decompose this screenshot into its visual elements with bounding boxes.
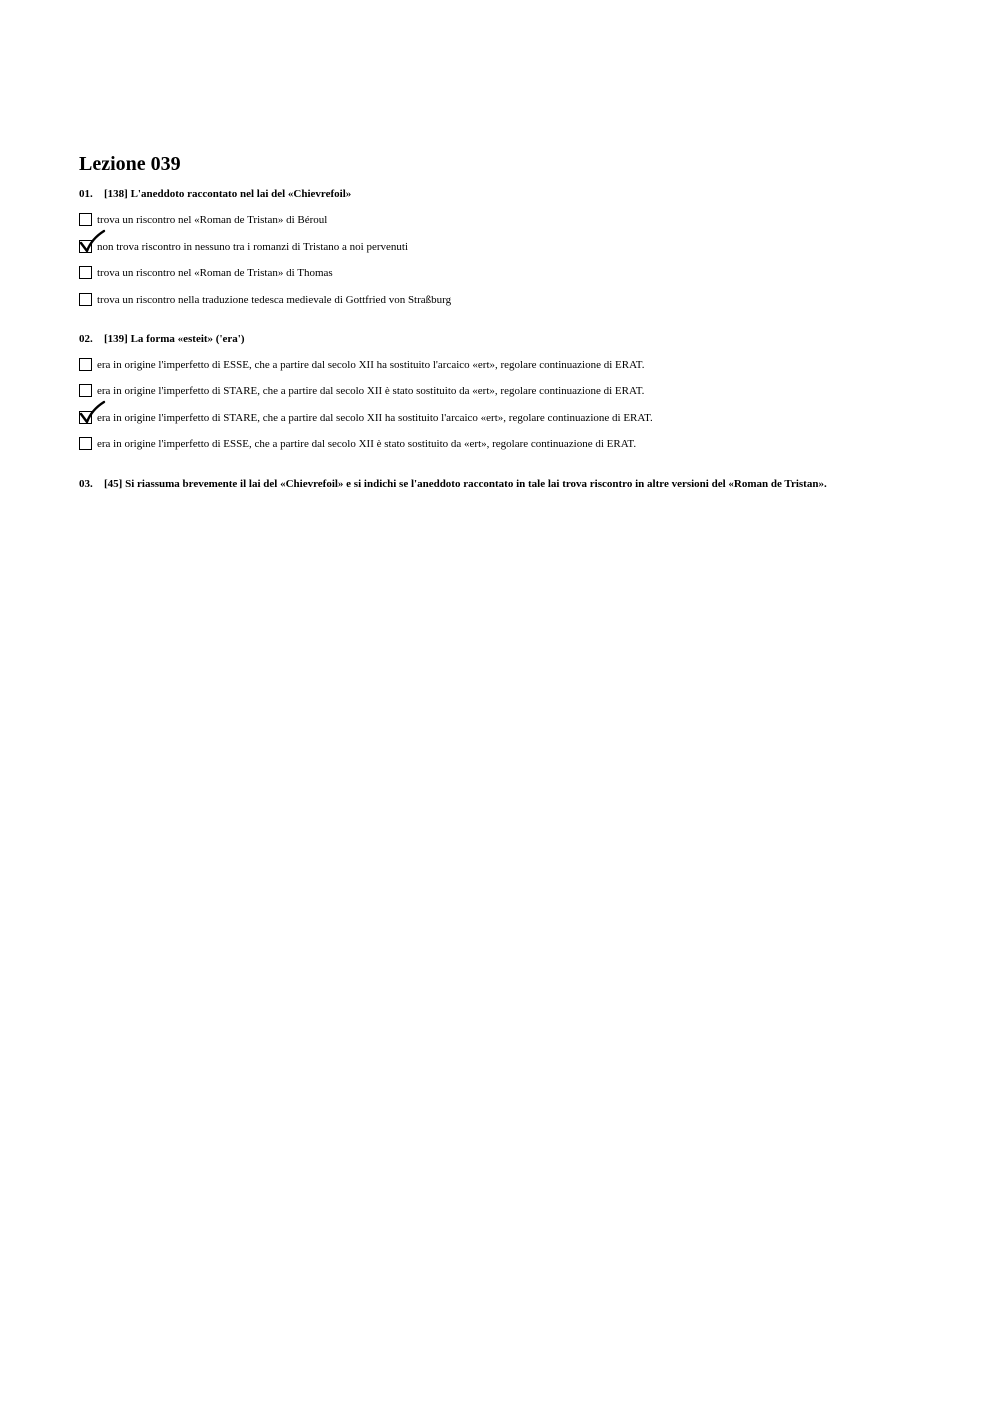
checkbox-icon[interactable] bbox=[79, 358, 92, 371]
question-number: 03. bbox=[79, 478, 93, 490]
checkbox-icon[interactable] bbox=[79, 384, 92, 397]
question-text: [45] Si riassuma brevemente il lai del «Chievrefoil» e si indichi se l'aneddoto raccontato in tale lai trova riscontro in altre versioni del «Roman de Tristan». bbox=[104, 478, 827, 490]
question-heading-02 bbox=[79, 333, 245, 345]
question-heading-03 bbox=[79, 478, 827, 490]
page-title: Lezione 039 bbox=[79, 153, 181, 175]
question-heading-01 bbox=[79, 188, 351, 200]
checkbox-icon[interactable] bbox=[79, 437, 92, 450]
checkbox-icon[interactable] bbox=[79, 266, 92, 279]
option-label: trova un riscontro nel «Roman de Tristan» di Béroul bbox=[97, 214, 328, 226]
question-number: 01. bbox=[79, 188, 93, 200]
question-text: [139] La forma «esteit» ('era') bbox=[104, 333, 245, 345]
option-label: trova un riscontro nella traduzione tedesca medievale di Gottfried von Straßburg bbox=[97, 294, 452, 306]
option-label: era in origine l'imperfetto di ESSE, che a partire dal secolo XII è stato sostituito da «ert», regolare continuazione di ERAT. bbox=[97, 438, 637, 450]
option-label: trova un riscontro nel «Roman de Tristan» di Thomas bbox=[97, 267, 333, 279]
checkbox-icon[interactable] bbox=[79, 213, 92, 226]
option-label: era in origine l'imperfetto di ESSE, che a partire dal secolo XII ha sostituito l'arcaico «ert», regolare continuazione di ERAT. bbox=[97, 359, 645, 371]
option-label: non trova riscontro in nessuno tra i romanzi di Tristano a noi pervenuti bbox=[97, 241, 409, 253]
option-label: era in origine l'imperfetto di STARE, che a partire dal secolo XII ha sostituito l'arcaico «ert», regolare continuazione di ERAT. bbox=[97, 412, 653, 424]
question-text: [138] L'aneddoto raccontato nel lai del «Chievrefoil» bbox=[104, 188, 352, 200]
checkbox-icon[interactable] bbox=[79, 293, 92, 306]
question-number: 02. bbox=[79, 333, 93, 345]
option-label: era in origine l'imperfetto di STARE, che a partire dal secolo XII è stato sostituito da «ert», regolare continuazione di ERAT. bbox=[97, 385, 645, 397]
